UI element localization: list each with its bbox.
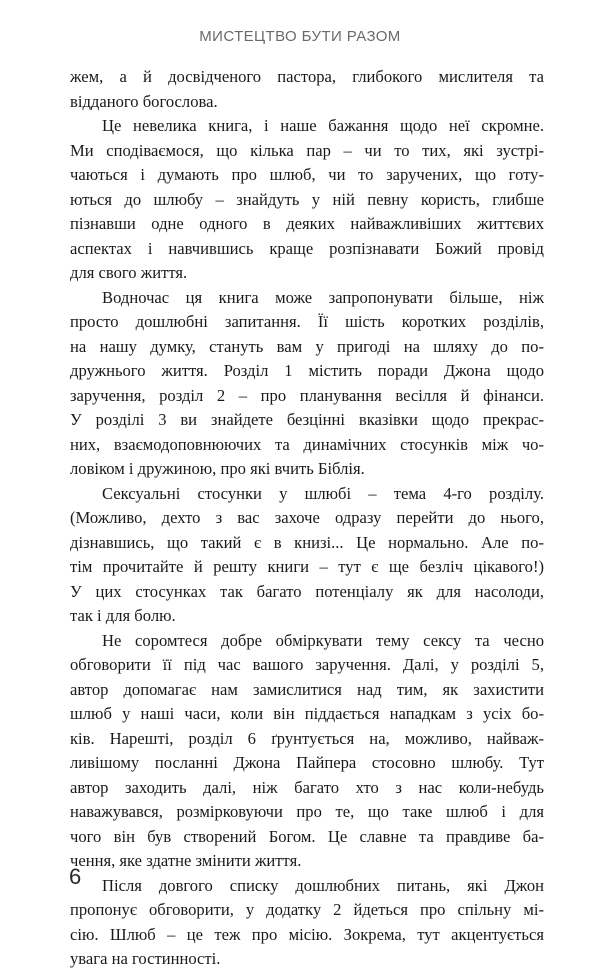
text-line: У цих стосунках так багато потенціалу як для насолоди, (70, 581, 544, 601)
text-line: автор заходить далі, ніж багато хто з нас коли-небудь (70, 777, 544, 797)
text-line: аспектах і навчившись краще розпізнавати Божий провід (70, 238, 544, 258)
text-line: ків. Нарешті, розділ 6 ґрунтується на, можливо, найваж- (70, 728, 544, 748)
text-line: пізнавши одне одного в деяких найважливіших життєвих (70, 214, 544, 233)
text-line: дружнього життя. Розділ 1 містить поради Джона щодо (70, 361, 544, 380)
text-line: Ми сподіваємося, що кілька пар – чи то тих, які зустрі- (70, 140, 544, 160)
text-line: заручення, розділ 2 – про планування весілля й фінанси. (70, 385, 544, 405)
text-line: ловіком і дружиною, про які вчить Біблія. (70, 459, 365, 478)
text-line: для свого життя. (70, 263, 188, 282)
paragraph (70, 114, 544, 286)
text-line: просто дошлюбні запитання. Її шість коротких розділів, (70, 312, 544, 331)
text-line: відданого богослова. (70, 91, 218, 111)
text-line: дізнавшись, що такий є в книзі... Це нормально. Але по- (70, 532, 544, 552)
text-line: У розділі 3 ви знайдете безцінні вказівки щодо прекрас- (70, 410, 544, 429)
text-line: наважувався, розмірковуючи про те, що таке шлюб і для (70, 802, 544, 821)
text-line: тім прочитайте й решту книги – тут є ще безліч цікавого!) (70, 557, 544, 576)
text-line: чого він був створений Богом. Це славне та правдиве ба- (70, 826, 544, 846)
text-line: Водночас ця книга може запропонувати більше, ніж (102, 287, 544, 307)
paragraph (70, 482, 544, 629)
text-line: них, взаємодоповнюючих та динамічних стосунків між чо- (70, 434, 544, 454)
paragraph (70, 286, 544, 482)
text-line: Після довгого списку дошлюбних питань, які Джон (102, 875, 544, 895)
paragraph (70, 874, 544, 972)
text-line: Сексуальні стосунки у шлюбі – тема 4-го розділу. (102, 483, 544, 503)
text-line: чення, яке здатне змінити життя. (70, 851, 302, 870)
text-line: Це невелика книга, і наше бажання щодо неї скромне. (102, 116, 544, 135)
text-line: автор допомагає нам замислитися над тим, як захистити (70, 679, 544, 699)
text-line: жем, а й досвідченого пастора, глибокого мислителя та (70, 67, 544, 86)
page-number: 6 (69, 864, 82, 889)
text-line: увага на гостинності. (70, 949, 221, 968)
text-line: чаються і думають про шлюб, чи то заручених, що готу- (70, 165, 544, 184)
text-line: так і для болю. (70, 606, 176, 625)
text-line: шлюб у наші часи, коли він піддається нападкам з усіх бо- (70, 704, 544, 723)
text-line: ються до шлюбу – знайдуть у ній певну користь, глибше (70, 189, 544, 209)
body-text (70, 65, 544, 972)
paragraph (70, 629, 544, 874)
paragraph (70, 65, 544, 114)
text-line: (Можливо, дехто з вас захоче одразу перейти до нього, (70, 508, 544, 527)
running-header: МИСТЕЦТВО БУТИ РАЗОМ (199, 28, 401, 45)
text-line: пропонує обговорити, у додатку 2 йдеться про спільну мі- (70, 900, 544, 919)
text-line: ливішому посланні Джона Пайпера стосовно шлюбу. Тут (70, 753, 544, 772)
text-line: обговорити її під час вашого заручення. Далі, у розділі 5, (70, 655, 544, 674)
text-line: на нашу думку, стануть вам у пригоді на шляху до по- (70, 336, 544, 356)
text-line: Не соромтеся добре обміркувати тему сексу та чесно (102, 630, 544, 650)
text-line: сію. Шлюб – це теж про місію. Зокрема, тут акцентується (70, 924, 544, 944)
